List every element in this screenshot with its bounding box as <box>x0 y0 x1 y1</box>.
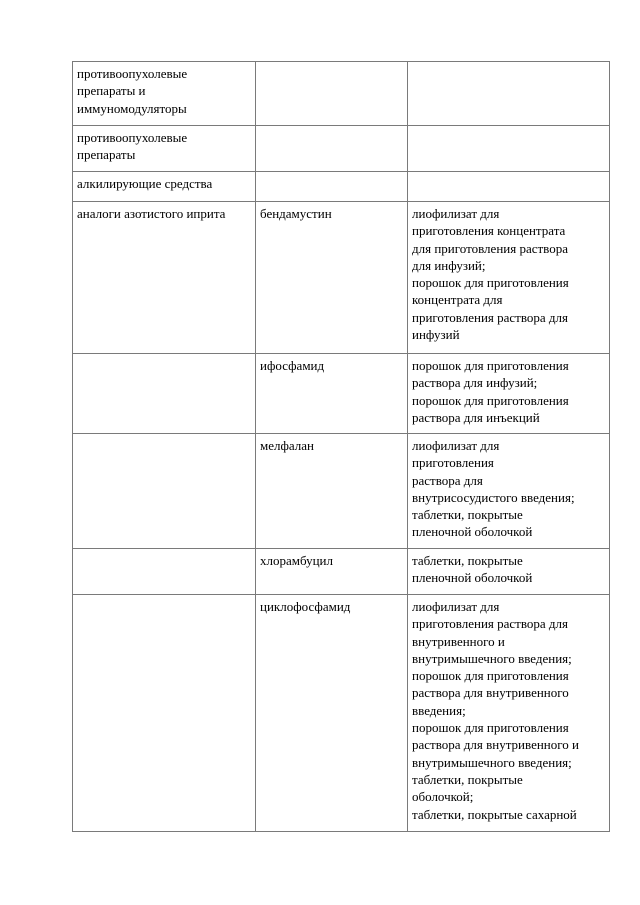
dosage-form-cell: таблетки, покрытые пленочной оболочкой <box>408 549 610 595</box>
table-row <box>73 172 610 202</box>
drug-name-cell: циклофосфамид <box>256 595 408 832</box>
group-cell: противоопухолевые препараты <box>73 126 256 172</box>
table-row <box>73 202 610 354</box>
table-row <box>73 434 610 549</box>
drug-name-cell: хлорамбуцил <box>256 549 408 595</box>
drug-name-cell <box>256 172 408 202</box>
group-cell <box>73 354 256 434</box>
table-row <box>73 595 610 832</box>
dosage-form-cell <box>408 126 610 172</box>
group-cell: противоопухолевые препараты и иммуномодуляторы <box>73 62 256 126</box>
drug-name-cell <box>256 62 408 126</box>
group-cell <box>73 595 256 832</box>
dosage-form-cell: порошок для приготовления раствора для инфузий; порошок для приготовления раствора для инъекций <box>408 354 610 434</box>
dosage-form-cell <box>408 62 610 126</box>
table-row <box>73 126 610 172</box>
dosage-form-cell: лиофилизат для приготовления раствора для внутрисосудистого введения; таблетки, покрытые пленочной оболочкой <box>408 434 610 549</box>
drug-classification-table <box>72 61 610 832</box>
drug-name-cell: ифосфамид <box>256 354 408 434</box>
group-cell: алкилирующие средства <box>73 172 256 202</box>
table-row <box>73 62 610 126</box>
drug-name-cell <box>256 126 408 172</box>
table-row <box>73 354 610 434</box>
group-cell: аналоги азотистого иприта <box>73 202 256 354</box>
group-cell <box>73 549 256 595</box>
group-cell <box>73 434 256 549</box>
table-row <box>73 549 610 595</box>
dosage-form-cell: лиофилизат для приготовления раствора для внутривенного и внутримышечного введения; порошок для приготовления раствора для внутривенного введения; порошок для приготовления раствора для внутривенного и внутримышечного введения; таблетки, покрытые оболочкой; таблетки, покрытые сахарной <box>408 595 610 832</box>
dosage-form-cell: лиофилизат для приготовления концентрата для приготовления раствора для инфузий; порошок для приготовления концентрата для приготовления раствора для инфузий <box>408 202 610 354</box>
drug-name-cell: мелфалан <box>256 434 408 549</box>
drug-name-cell: бендамустин <box>256 202 408 354</box>
dosage-form-cell <box>408 172 610 202</box>
